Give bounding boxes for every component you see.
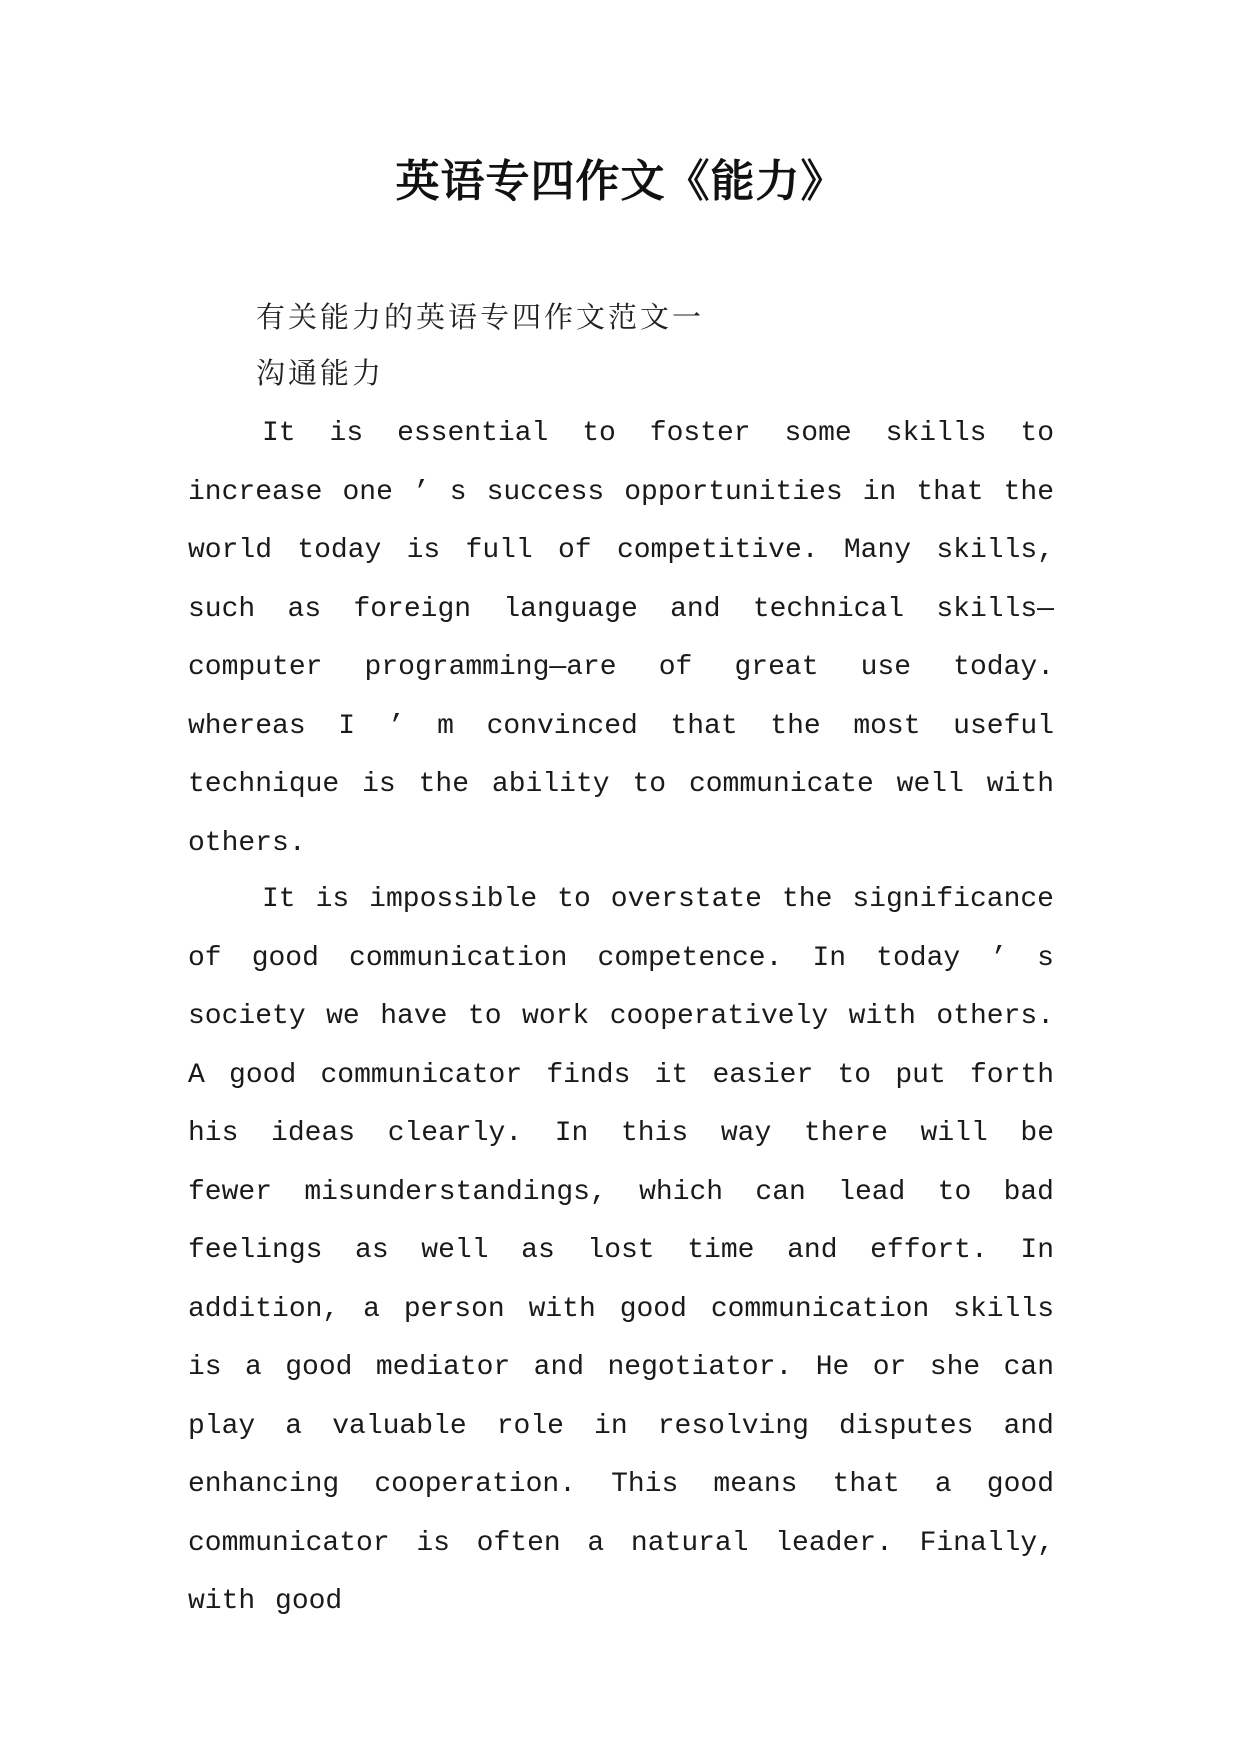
paragraph: It is essential to foster some skills to increase one ’ s success opportunities in that the world today is full of competitive. Many skills, such as foreign language and technical skills—computer programming—are of great use today. whereas I ’ m convinced that the most useful technique is the ability to communicate well with others. (188, 418, 1054, 859)
essay-body-part-1 (188, 405, 1054, 873)
essay-body-part-2 (188, 871, 1054, 1632)
section-heading: 有关能力的英语专四作文范文一 (256, 300, 705, 334)
paragraph: It is impossible to overstate the significance of good communication competence. In today ’ s society we have to work cooperatively with others. A good communicator finds it easier to put forth his ideas clearly. In this way there will be fewer misunderstandings, which can lead to bad feelings as well as lost time and effort. In addition, a person with good communication skills is a good mediator and negotiator. He or she can play a valuable role in resolving disputes and enhancing cooperation. This means that a good communicator is often a natural leader. Finally, with good (188, 884, 1054, 1617)
page-title: 英语专四作文《能力》 (395, 156, 846, 207)
essay-title: 沟通能力 (256, 356, 385, 390)
